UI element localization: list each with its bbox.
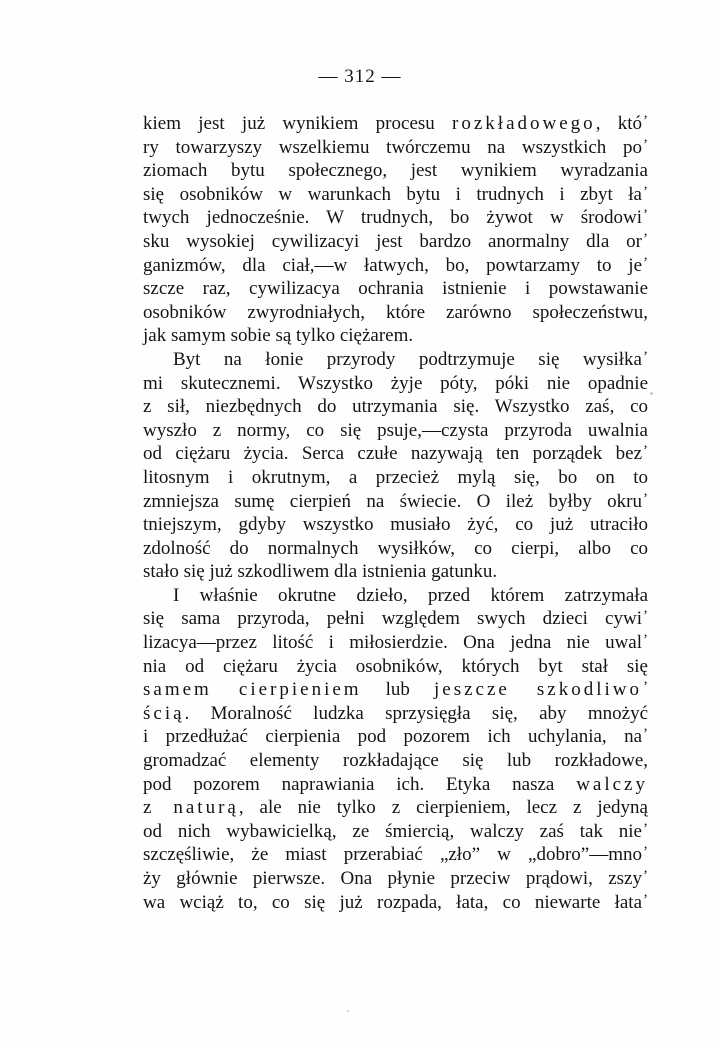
text-line [143,773,648,797]
paper-speck [650,392,653,395]
text-line [143,419,648,443]
text-segment: gromadzać elementy rozkładające się lub rozkładowe, [143,750,648,772]
text-line [143,843,648,867]
text-segment: osobników zwyrodniałych, które zarówno społeczeństwu, [143,301,648,323]
text-line [143,442,648,466]
hyphen-mark: ’ [643,136,648,153]
text-segment: się osobników w warunkach bytu i trudnych i zbyt ła [143,183,642,205]
text-segment: się sama przyroda, pełni względem swych dzieci cywi [143,608,642,630]
text-segment: kiem jest już wynikiem procesu [143,113,453,134]
text-segment: ży głównie pierwsze. Ona płynie przeciw prądowi, zszy [143,868,642,889]
hyphen-mark: ’ [643,113,648,129]
text-line [143,324,648,348]
text-segment: , któ [595,113,642,134]
text-segment: zmniejsza sumę cierpień na świecie. O ileż byłby okru [143,490,642,512]
text-segment: ziomach bytu społecznego, jest wynikiem wyradzania [143,160,648,182]
text-line [143,348,648,372]
text-segment: wyszło z normy, co się psuje,—czysta przyroda uwalnia [143,419,648,441]
text-line [143,749,648,773]
text-segment: szczęśliwie, że miast przerabiać „zło” w „dobro”—mno [143,844,642,866]
text-line [143,112,648,136]
spaced-emphasis: walczy [576,773,648,795]
hyphen-mark: ’ [643,183,648,200]
text-line [143,537,648,561]
text-segment: sku wysokiej cywilizacyi jest bardzo anormalny dla or [143,230,642,252]
hyphen-mark: ’ [643,632,648,649]
text-line [143,206,648,230]
spaced-emphasis: rozkładowego [452,113,596,134]
hyphen-mark: ’ [643,608,648,625]
text-segment: ry towarzyszy wszelkiemu twórczemu na wszystkich po [143,136,642,158]
text-line [143,136,648,160]
hyphen-mark: ’ [643,844,648,861]
text-line [143,466,648,490]
text-segment: szcze raz, cywilizacya ochrania istnienie i powstawanie [143,278,648,300]
hyphen-mark: ’ [643,490,648,507]
hyphen-mark: ’ [643,891,648,908]
hyphen-mark: ’ [643,443,648,460]
spaced-emphasis: jeszcze szkodliwo [433,679,642,701]
hyphen-mark: ’ [643,230,648,247]
text-segment: i przedłużać cierpienia pod pozorem ich uchylania, na [143,726,642,748]
text-line [143,867,648,891]
text-segment: stało się już szkodliwem dla istnienia gatunku. [143,561,498,583]
text-segment: z sił, niezbędnych do utrzymania się. Wszystko zaś, co [143,396,648,418]
text-line [143,796,648,820]
text-line [143,702,648,726]
text-line [143,631,648,655]
spaced-emphasis: ścią [143,702,185,724]
text-line [143,655,648,679]
text-segment: wa wciąż to, co się już rozpada, łata, co niewarte łata [143,891,642,913]
text-line [143,301,648,325]
text-segment: od nich wybawicielką, ze śmiercią, walczy zaś tak nie [143,820,642,842]
hyphen-mark: ’ [643,679,648,696]
page-number: — 312 — [318,66,402,87]
text-segment: pod pozorem naprawiania ich. Etyka nasza [143,773,577,795]
text-segment: Byt na łonie przyrody podtrzymuje się wysiłka [173,348,642,370]
hyphen-mark: ’ [643,348,648,365]
text-line [143,277,648,301]
hyphen-mark: ’ [643,868,648,884]
body-text [143,112,648,914]
text-segment: od ciężaru życia. Serca czułe nazywają ten porządek bez [143,443,642,465]
text-line [143,490,648,514]
text-segment: jak samym sobie są tylko ciężarem. [143,325,414,347]
text-line [143,607,648,631]
text-line [143,159,648,183]
spaced-emphasis: samem cierpieniem [143,679,362,701]
text-segment: . Moralność ludzka sprzysięgła się, aby mnożyć [184,702,648,724]
text-segment: ganizmów, dla ciał,—w łatwych, bo, powtarzamy to je [143,254,642,276]
text-line [143,230,648,254]
text-line [143,254,648,278]
text-segment: nia od ciężaru życia osobników, których byt stał się [143,655,648,677]
text-line [143,183,648,207]
text-line [143,678,648,702]
hyphen-mark: ’ [643,820,648,837]
text-segment: tniejszym, gdyby wszystko musiało żyć, co już utraciło [143,514,648,536]
text-line [143,584,648,608]
text-segment: lub [361,679,434,701]
text-segment: twych jednocześnie. W trudnych, bo żywot w środowi [143,207,642,229]
text-segment: litosnym i okrutnym, a przecież mylą się, bo on to [143,466,648,488]
text-line [143,820,648,844]
text-segment: , ale nie tylko z cierpieniem, lecz z jedyną [238,797,648,819]
text-line [143,891,648,915]
text-line [143,560,648,584]
text-segment: mi skutecznemi. Wszystko żyje póty, póki nie opadnie [143,372,648,394]
text-segment: I właśnie okrutne dzieło, przed którem zatrzymała [173,584,648,606]
spaced-emphasis: z naturą [143,797,239,819]
text-segment: lizacya—przez litość i miłosierdzie. Ona jedna nie uwal [143,632,642,654]
text-line [143,372,648,396]
text-line [143,395,648,419]
text-segment: zdolność do normalnych wysiłków, co cierpi, albo co [143,537,648,559]
text-line [143,513,648,537]
text-line [143,725,648,749]
hyphen-mark: ’ [643,726,648,743]
hyphen-mark: ’ [643,254,648,271]
paper-speck [347,1010,349,1012]
hyphen-mark: ’ [643,207,648,224]
